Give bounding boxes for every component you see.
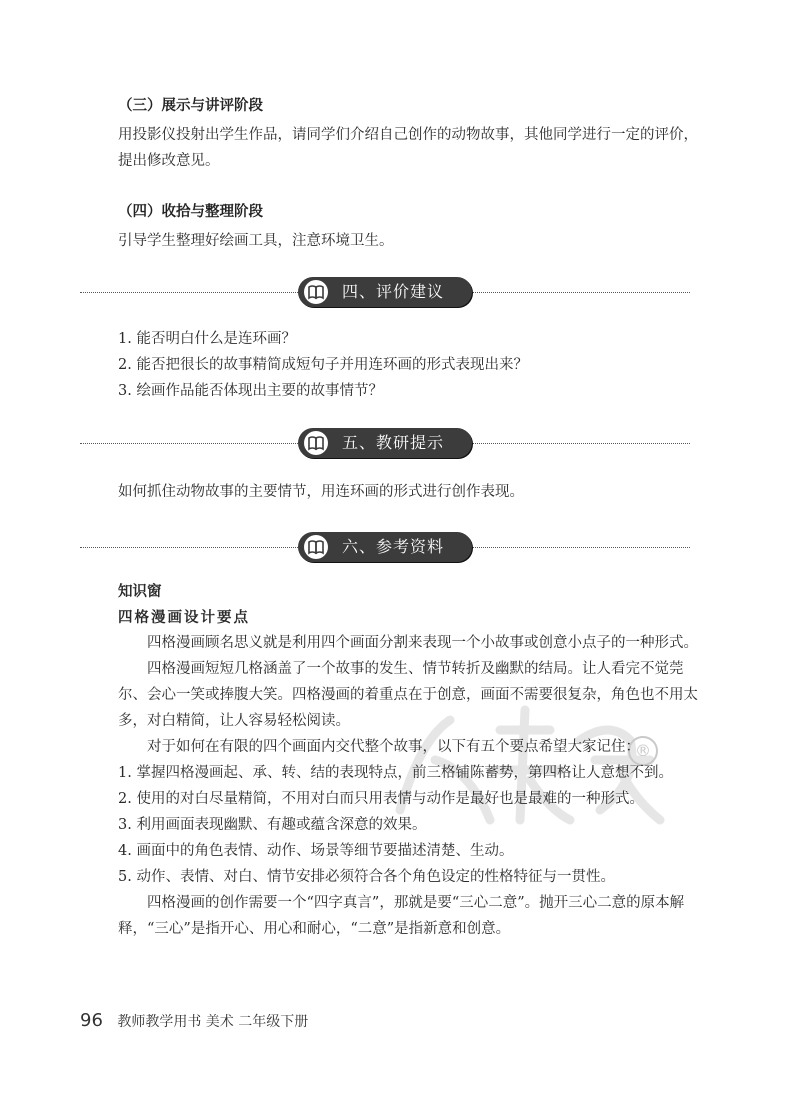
banner-pill <box>298 277 472 307</box>
registered-mark-icon: ® <box>628 736 658 766</box>
list-item: 3. 绘画作品能否体现出主要的故事情节？ <box>118 383 383 399</box>
open-book-icon <box>304 535 328 559</box>
list-item: 2. 能否把很长的故事精简成短句子并用连环画的形式表现出来？ <box>118 357 528 373</box>
section-cleanup <box>118 202 698 254</box>
design-point: 4. 画面中的角色表情、动作、场景等细节要描述清楚、生动。 <box>118 843 514 859</box>
page-number: 96 <box>80 1010 103 1031</box>
design-point: 2. 使用的对白尽量精简，不用对白而只用表情与动作是最好也是最难的一种形式。 <box>118 791 644 807</box>
dotted-divider <box>472 292 690 293</box>
list-item: 1. 能否明白什么是连环画？ <box>118 331 296 347</box>
banner-pill <box>298 532 472 562</box>
open-book-icon <box>304 280 328 304</box>
design-point: 3. 利用画面表现幽默、有趣或蕴含深意的效果。 <box>118 817 427 833</box>
reference-content <box>118 580 698 942</box>
section-heading: （三）展示与讲评阶段 <box>118 98 263 114</box>
dotted-divider <box>80 292 298 293</box>
banner-research <box>80 423 690 463</box>
dotted-divider <box>80 547 298 548</box>
section-presentation <box>118 96 698 174</box>
design-point: 1. 掌握四格漫画起、承、转、结的表现特点，前三格铺陈蓄势，第四格让人意想不到。 <box>118 765 673 781</box>
dotted-divider <box>80 443 298 444</box>
banner-reference <box>80 527 690 567</box>
page-footer <box>80 1010 308 1040</box>
paragraph: 对于如何在有限的四个画面内交代整个故事，以下有五个要点希望大家记住： <box>147 739 640 755</box>
section-text: 用投影仪投射出学生作品，请同学们介绍自己创作的动物故事，其他同学进行一定的评价，提出修改意见。 <box>118 127 698 169</box>
section-text: 引导学生整理好绘画工具，注意环境卫生。 <box>118 233 394 249</box>
paragraph: 四格漫画短短几格涵盖了一个故事的发生、情节转折及幽默的结局。让人看完不觉莞尔、会心一笑或捧腹大笑。四格漫画的着重点在于创意，画面不需要很复杂，角色也不用太多，对白精简，让人容易轻松阅读。 <box>118 661 698 729</box>
design-points-title: 四格漫画设计要点 <box>118 609 250 626</box>
dotted-divider <box>472 547 690 548</box>
evaluation-list <box>118 326 698 404</box>
paragraph: 四格漫画顾名思义就是利用四个画面分割来表现一个小故事或创意小点子的一种形式。 <box>147 635 698 651</box>
design-point: 5. 动作、表情、对白、情节安排必须符合各个角色设定的性格特征与一贯性。 <box>118 869 615 885</box>
knowledge-window-title: 知识窗 <box>118 584 162 600</box>
open-book-icon <box>304 431 328 455</box>
banner-label: 五、教研提示 <box>342 433 445 452</box>
banner-evaluation <box>80 272 690 312</box>
research-text: 如何抓住动物故事的主要情节，用连环画的形式进行创作表现。 <box>118 484 524 500</box>
section-heading: （四）收拾与整理阶段 <box>118 204 263 220</box>
book-title: 教师教学用书 美术 二年级下册 <box>117 1014 309 1030</box>
paragraph: 四格漫画的创作需要一个“四字真言”，那就是要“三心二意”。抛开三心二意的原本解释，“三心”是指开心、用心和耐心，“二意”是指新意和创意。 <box>118 895 685 937</box>
research-text-block <box>118 479 698 505</box>
banner-label: 六、参考资料 <box>342 537 445 556</box>
banner-label: 四、评价建议 <box>342 282 445 301</box>
dotted-divider <box>472 443 690 444</box>
banner-pill <box>298 428 472 458</box>
